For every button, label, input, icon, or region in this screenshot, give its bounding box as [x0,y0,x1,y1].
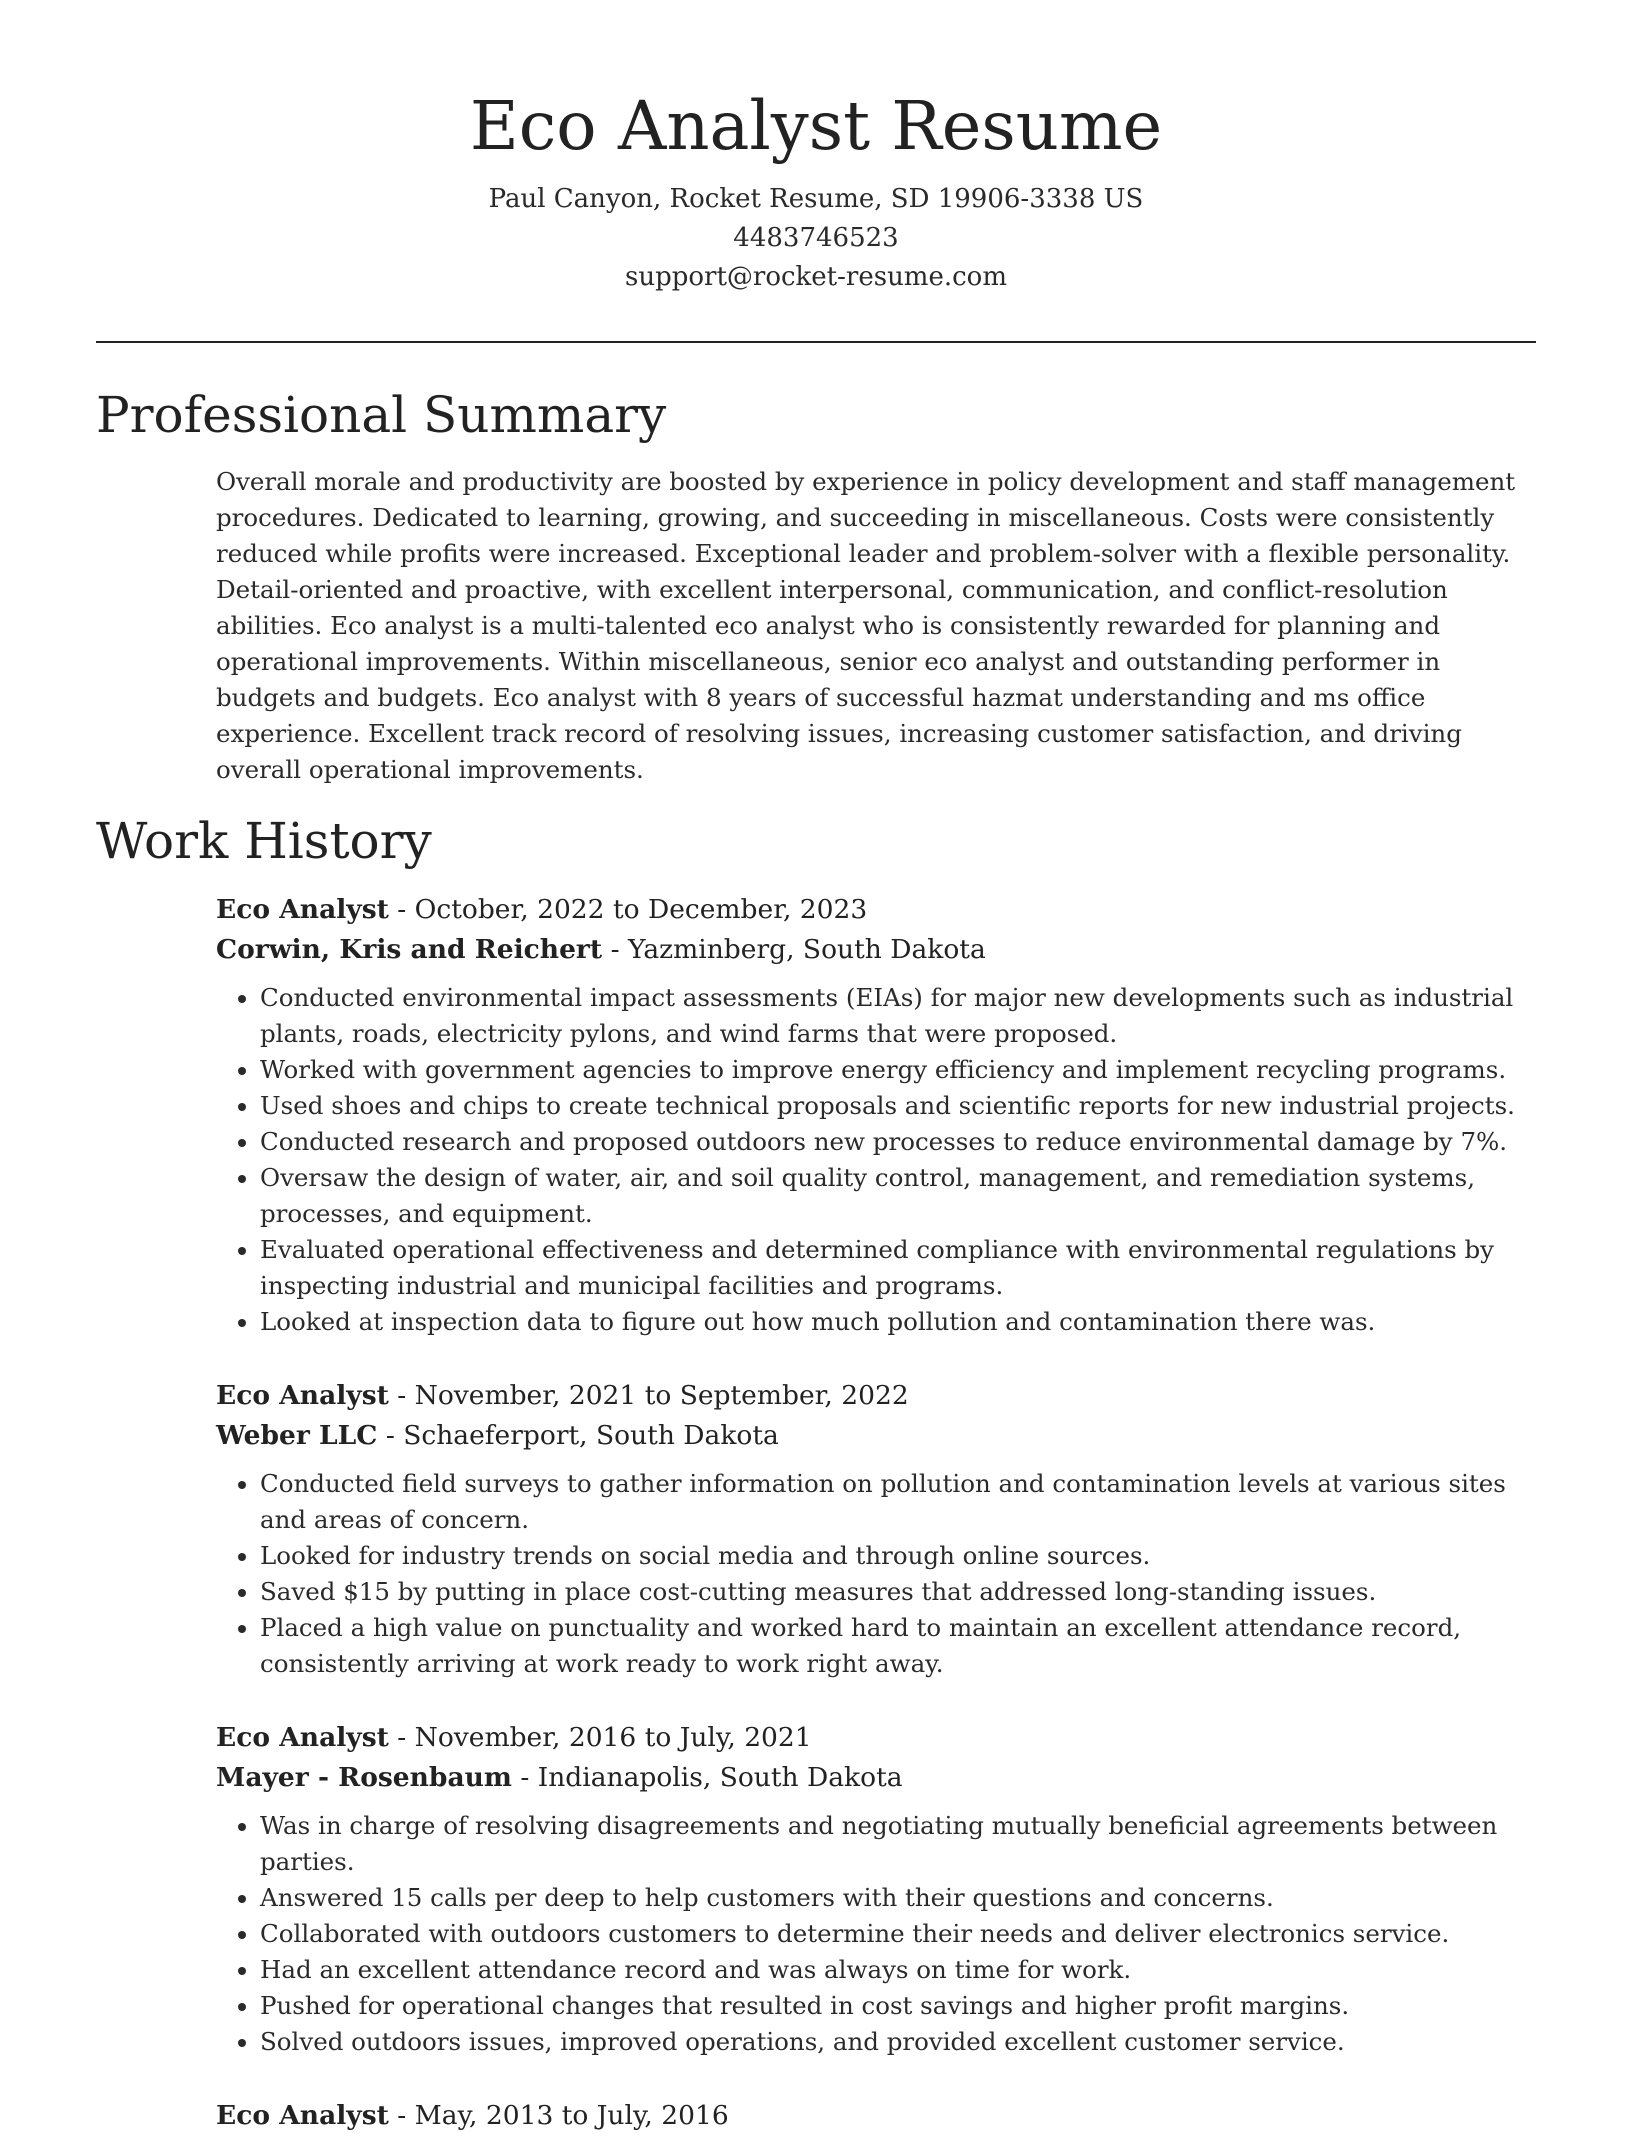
job-location: - Yazminberg, South Dakota [602,934,986,965]
list-item: • Was in charge of resolving disagreements and negotiating mutually beneficial agreements between parties. [260,1808,1536,1880]
job-title-line [216,890,1536,930]
list-item: • Used shoes and chips to create technical proposals and scientific reports for new industrial projects. [260,1088,1536,1124]
list-item: • Worked with government agencies to improve energy efficiency and implement recycling programs. [260,1052,1536,1088]
job-title: Eco Analyst [216,894,389,925]
job-title: Eco Analyst [216,1722,389,1753]
spacer [96,1682,1536,1718]
list-item: • Conducted field surveys to gather information on pollution and contamination levels at various sites and areas of concern. [260,1466,1536,1538]
job-company-line [216,930,1536,970]
summary-text: Overall morale and productivity are boosted by experience in policy development and staff management procedures. Dedicated to learning, growing, and succeeding in miscellaneous. Costs were consistently reduced while profits were increased. Exceptional leader and problem-solver with a flexible personality. Detail-oriented and proactive, with excellent interpersonal, communication, and conflict-resolution abilities. Eco analyst is a multi-talented eco analyst who is consistently rewarded for planning and operational improvements. Within miscellaneous, senior eco analyst and outstanding performer in budgets and budgets. Eco analyst with 8 years of successful hazmat understanding and ms office experience. Excellent track record of resolving issues, increasing customer satisfaction, and driving overall operational improvements. [216,467,1516,784]
summary-heading: Professional Summary [96,386,667,444]
job-company-line [216,1416,1536,1456]
job-entry [216,890,1536,1340]
job-location: - Schaeferport, South Dakota [377,1420,779,1451]
list-item: • Looked for industry trends on social media and through online sources. [260,1538,1536,1574]
job-title: Eco Analyst [216,2100,389,2131]
job-bullets [216,1466,1536,1682]
list-item: • Placed a high value on punctuality and worked hard to maintain an excellent attendance record, consistently arriving at work ready to work right away. [260,1610,1536,1682]
job-dates: - May, 2013 to July, 2016 [388,2100,729,2131]
job-bullets [216,1808,1536,2060]
job-company-line [216,1758,1536,1798]
job-company: Weber LLC [216,1420,378,1451]
list-item: • Evaluated operational effectiveness and determined compliance with environmental regulations by inspecting industrial and municipal facilities and programs. [260,1232,1536,1304]
list-item: • Had an excellent attendance record and was always on time for work. [260,1952,1536,1988]
header-divider [96,341,1536,343]
job-title-line [216,2096,1536,2136]
job-dates: - November, 2021 to September, 2022 [388,1380,909,1411]
job-bullets [216,980,1536,1340]
job-dates: - November, 2016 to July, 2021 [388,1722,812,1753]
list-item: • Oversaw the design of water, air, and soil quality control, management, and remediation systems, processes, and equipment. [260,1160,1536,1232]
list-item: • Saved $15 by putting in place cost-cutting measures that addressed long-standing issues. [260,1574,1536,1610]
job-title-line [216,1376,1536,1416]
job-company: Corwin, Kris and Reichert [216,934,603,965]
job-dates: - October, 2022 to December, 2023 [388,894,868,925]
list-item: • Solved outdoors issues, improved operations, and provided excellent customer service. [260,2024,1536,2060]
list-item: • Conducted research and proposed outdoors new processes to reduce environmental damage by 7%. [260,1124,1536,1160]
list-item: • Collaborated with outdoors customers to determine their needs and deliver electronics service. [260,1916,1536,1952]
contact-address: Paul Canyon, Rocket Resume, SD 19906-3338 US [488,184,1144,214]
job-entry [216,2096,1536,2136]
job-entry [216,1718,1536,2060]
contact-block [0,180,1632,297]
list-item: • Conducted environmental impact assessments (EIAs) for major new developments such as industrial plants, roads, electricity pylons, and wind farms that were proposed. [260,980,1536,1052]
contact-phone: 4483746523 [733,223,899,253]
spacer [96,2060,1536,2096]
job-title-line [216,1718,1536,1758]
list-item: • Answered 15 calls per deep to help customers with their questions and concerns. [260,1880,1536,1916]
work-history-heading: Work History [96,812,432,870]
job-entry [216,1376,1536,1682]
spacer [96,1340,1536,1376]
contact-email: support@rocket-resume.com [624,262,1007,292]
summary-section [96,380,1536,788]
job-title: Eco Analyst [216,1380,389,1411]
resume-content [96,380,1536,2136]
resume-title: Eco Analyst Resume [469,87,1163,165]
job-location: - Indianapolis, South Dakota [511,1762,903,1793]
list-item: • Looked at inspection data to figure out how much pollution and contamination there was. [260,1304,1536,1340]
list-item: • Pushed for operational changes that resulted in cost savings and higher profit margins. [260,1988,1536,2024]
work-history-section [96,806,1536,2136]
job-company: Mayer - Rosenbaum [216,1762,512,1793]
resume-header [0,0,1632,297]
